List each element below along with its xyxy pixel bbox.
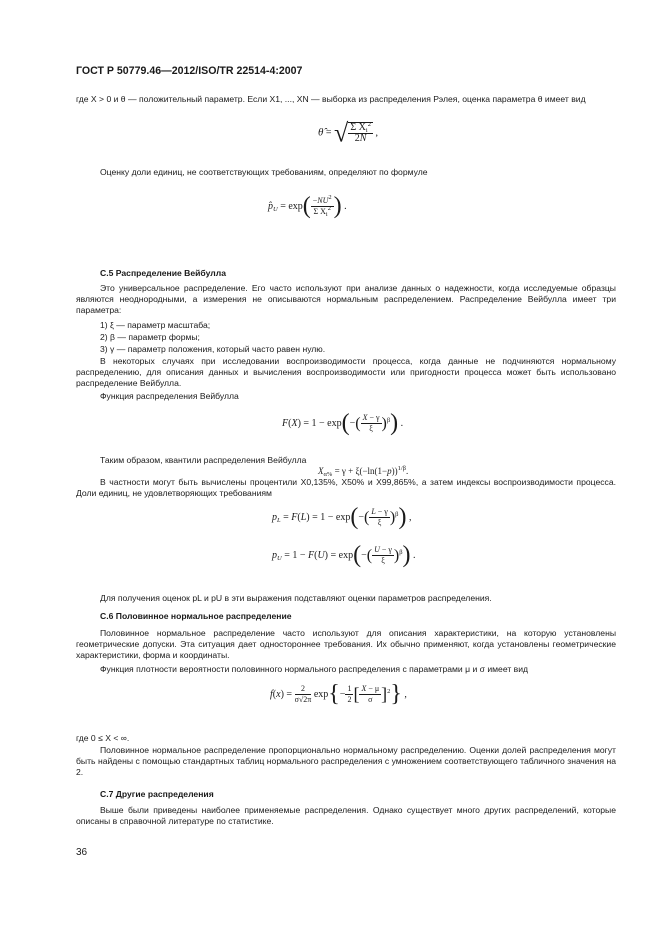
paragraph-weibull-function-intro: Функция распределения Вейбулла bbox=[100, 391, 239, 401]
formula-quantile: $X_{\alpha\%} = \gamma + \xi(-\ln(1-p))^{1/\beta}$. bbox=[318, 465, 409, 478]
formula-pu-weibull: $p_U = 1 - F(U) = \exp(-$( $\frac{U - \gamma}{\xi}$ )$^\beta$) . bbox=[272, 542, 416, 568]
paragraph-quantiles-intro: Таким образом, квантили распределения Вейбулла bbox=[100, 455, 307, 465]
paragraph-half-normal-proportional: Половинное нормальное распределение пропорционально нормальному распределению. Оценки долей распределения могут быть найдены с помощью стандартных таблиц нормального распределения с умножением соответствующего табличного значения на 2. bbox=[76, 745, 616, 777]
document-header: ГОСТ Р 50779.46—2012/ISO/TR 22514-4:2007 bbox=[76, 65, 303, 77]
paragraph-percentiles: В частности могут быть вычислены процентили X0,135%, X50% и X99,865%, а затем индексы воспроизводимости процесса. Доли единиц, не удовлетворяющих требованиям bbox=[76, 477, 616, 498]
paragraph-half-normal-intro: Половинное нормальное распределение часто используют для описания характеристики, на которую установлены геометрические допуски. Эта ситуация дает одностороннее требования. Их обычно применяют, когда установлены геометрические характеристики, форма и координаты. bbox=[76, 628, 616, 660]
paragraph-other-distributions: Выше были приведены наиболее применяемые распределения. Однако существует много других распределений, которые описаны в справочной литературе по статистике. bbox=[76, 805, 616, 826]
paragraph-half-normal-density: Функция плотности вероятности половинного нормального распределения с параметрами μ и σ имеет вид bbox=[100, 664, 529, 674]
formula-weibull-cdf: F(X) = 1 − exp(−( $\frac{X - \gamma}{\xi}$ )$^\beta$) . bbox=[282, 410, 404, 436]
list-item-gamma: 3) γ — параметр положения, который часто равен нулю. bbox=[100, 344, 326, 354]
heading-c6: С.6 Половинное нормальное распределение bbox=[100, 611, 292, 621]
paragraph-rayleigh-intro: где X > 0 и θ — положительный параметр. Если X1, ..., XN — выборка из распределения Рэлея, оценка параметра θ имеет вид bbox=[76, 94, 586, 104]
paragraph-pu-formula-intro: Оценку доли единиц, не соответствующих требованиям, определяют по формуле bbox=[100, 167, 428, 177]
formula-theta-estimate: θ̂ = √ $\frac{\Sigma X_i^2}{2N}$ , bbox=[318, 118, 378, 148]
list-item-beta: 2) β — параметр формы; bbox=[100, 332, 200, 342]
page-number: 36 bbox=[76, 847, 88, 858]
formula-pl-weibull: $p_L = F(L) = 1 - \exp(-$( $\frac{L - \gamma}{\xi}$ )$^\beta$) , bbox=[272, 504, 412, 530]
heading-c7: С.7 Другие распределения bbox=[100, 789, 214, 799]
heading-c5: С.5 Распределение Вейбулла bbox=[100, 268, 226, 278]
paragraph-weibull-intro: Это универсальное распределение. Его часто используют при анализе данных о надежности, когда исследуемые образцы являются неоднородными, а измерения не описываются нормальным распределением. Распределение Вейбулла имеет три параметра: bbox=[76, 283, 616, 315]
paragraph-estimates: Для получения оценок pL и pU в эти выражения подставляют оценки параметров распределения. bbox=[100, 593, 492, 603]
formula-half-normal-pdf: f(x) = $\frac{2}{\sigma√2\pi}$ exp{− $\frac{1}{2}$ [ $\frac{X - \mu}{\sigma}$ ]$^2$} , bbox=[270, 681, 407, 707]
paragraph-domain: где 0 ≤ X < ∞. bbox=[76, 733, 130, 743]
list-item-xi: 1) ξ — параметр масштаба; bbox=[100, 320, 211, 330]
paragraph-weibull-usage: В некоторых случаях при исследовании воспроизводимости процесса, когда данные не подчиняются нормальному распределению, для описания данных и вычисления воспроизводимости или пригодности процесса может быть использовано распределение Вейбулла. bbox=[76, 356, 616, 388]
formula-pu-rayleigh: $p̂_U = \exp$( $\frac{-NU^2}{\Sigma X_i^2}$ ) . bbox=[268, 193, 347, 219]
